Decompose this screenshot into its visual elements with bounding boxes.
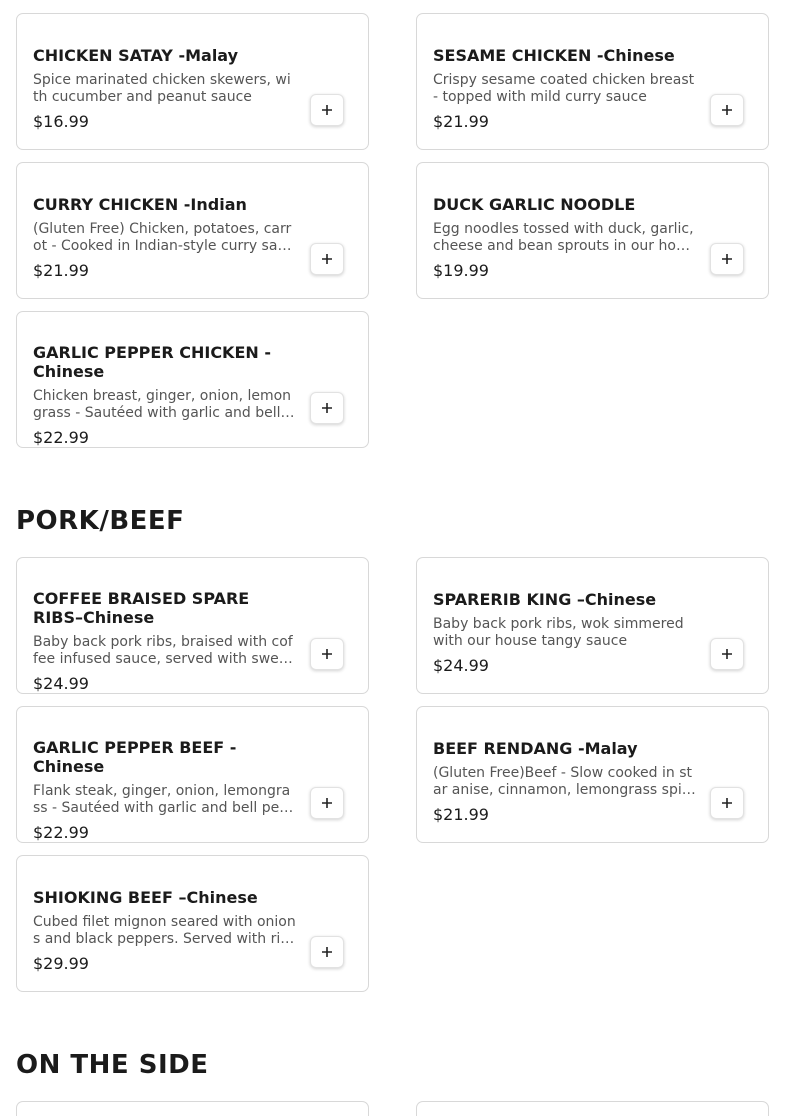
menu-item-card[interactable] xyxy=(416,13,769,150)
menu-item-name: COFFEE BRAISED SPARE RIBS–Chinese xyxy=(33,589,250,627)
plus-icon xyxy=(321,104,333,116)
menu-item-card[interactable] xyxy=(16,557,369,694)
menu-item-description: Egg noodles tossed with duck, garlic, cheese and bean sprouts in our hous xyxy=(433,221,694,254)
menu-item-description: Baby back pork ribs, wok simmered with our house tangy sauce xyxy=(433,616,684,649)
menu-item-card[interactable] xyxy=(16,311,369,448)
menu-item-name: SESAME CHICKEN -Chinese xyxy=(433,46,675,65)
plus-icon xyxy=(721,104,733,116)
menu-item-price: $21.99 xyxy=(433,112,489,131)
add-to-cart-button[interactable] xyxy=(310,787,344,819)
menu-item-card[interactable] xyxy=(16,162,369,299)
menu-item-description: Baby back pork ribs, braised with coffee infused sauce, served with sweet xyxy=(33,634,293,667)
menu-item-price: $22.99 xyxy=(33,428,89,447)
menu-item-description: (Gluten Free) Chicken, potatoes, carrot - Cooked in Indian-style curry sauc xyxy=(33,221,295,254)
menu-item-card[interactable] xyxy=(416,706,769,843)
add-to-cart-button[interactable] xyxy=(710,94,744,126)
plus-icon xyxy=(721,648,733,660)
menu-item-description: Chicken breast, ginger, onion, lemon grass - Sautéed with garlic and bell p xyxy=(33,388,294,421)
add-to-cart-button[interactable] xyxy=(310,243,344,275)
plus-icon xyxy=(721,797,733,809)
menu-item-name: SPARERIB KING –Chinese xyxy=(433,590,657,609)
plus-icon xyxy=(321,797,333,809)
menu-item-name: CURRY CHICKEN -Indian xyxy=(33,195,247,214)
menu-item-name: CHICKEN SATAY -Malay xyxy=(33,46,239,65)
add-to-cart-button[interactable] xyxy=(310,392,344,424)
menu-item-description: Cubed filet mignon seared with onions and black peppers. Served with ric xyxy=(33,914,296,947)
menu-item-card[interactable] xyxy=(416,1101,769,1116)
menu-item-price: $21.99 xyxy=(33,261,89,280)
section-title-pork-beef: PORK/BEEF xyxy=(16,506,185,536)
menu-item-price: $16.99 xyxy=(33,112,89,131)
menu-item-name: SHIOKING BEEF –Chinese xyxy=(33,888,258,907)
menu-item-price: $21.99 xyxy=(433,805,489,824)
menu-item-description: Spice marinated chicken skewers, with cucumber and peanut sauce xyxy=(33,72,291,105)
menu-item-price: $22.99 xyxy=(33,823,89,842)
menu-item-name: GARLIC PEPPER CHICKEN -Chinese xyxy=(33,343,271,381)
menu-item-name: GARLIC PEPPER BEEF -Chinese xyxy=(33,738,237,776)
menu-item-price: $19.99 xyxy=(433,261,489,280)
menu-item-card[interactable] xyxy=(16,706,369,843)
menu-item-name: BEEF RENDANG -Malay xyxy=(433,739,638,758)
plus-icon xyxy=(321,648,333,660)
plus-icon xyxy=(321,253,333,265)
section-title-on-the-side: ON THE SIDE xyxy=(16,1050,209,1080)
add-to-cart-button[interactable] xyxy=(710,787,744,819)
plus-icon xyxy=(321,402,333,414)
menu-item-card[interactable] xyxy=(16,1101,369,1116)
menu-item-description: Flank steak, ginger, onion, lemongrass - Sautéed with garlic and bell pep xyxy=(33,783,291,816)
menu-item-price: $24.99 xyxy=(433,656,489,675)
menu-item-card[interactable] xyxy=(416,162,769,299)
menu-item-price: $24.99 xyxy=(33,674,89,693)
plus-icon xyxy=(721,253,733,265)
menu-item-name: DUCK GARLIC NOODLE xyxy=(433,195,636,214)
menu-item-card[interactable] xyxy=(416,557,769,694)
menu-item-description: Crispy sesame coated chicken breast - topped with mild curry sauce xyxy=(433,72,695,105)
plus-icon xyxy=(321,946,333,958)
add-to-cart-button[interactable] xyxy=(310,94,344,126)
menu-item-price: $29.99 xyxy=(33,954,89,973)
menu-item-description: (Gluten Free)Beef - Slow cooked in star anise, cinnamon, lemongrass spic xyxy=(433,765,693,798)
menu-item-card[interactable] xyxy=(16,13,369,150)
add-to-cart-button[interactable] xyxy=(710,638,744,670)
add-to-cart-button[interactable] xyxy=(310,936,344,968)
add-to-cart-button[interactable] xyxy=(710,243,744,275)
add-to-cart-button[interactable] xyxy=(310,638,344,670)
menu-item-card[interactable] xyxy=(16,855,369,992)
